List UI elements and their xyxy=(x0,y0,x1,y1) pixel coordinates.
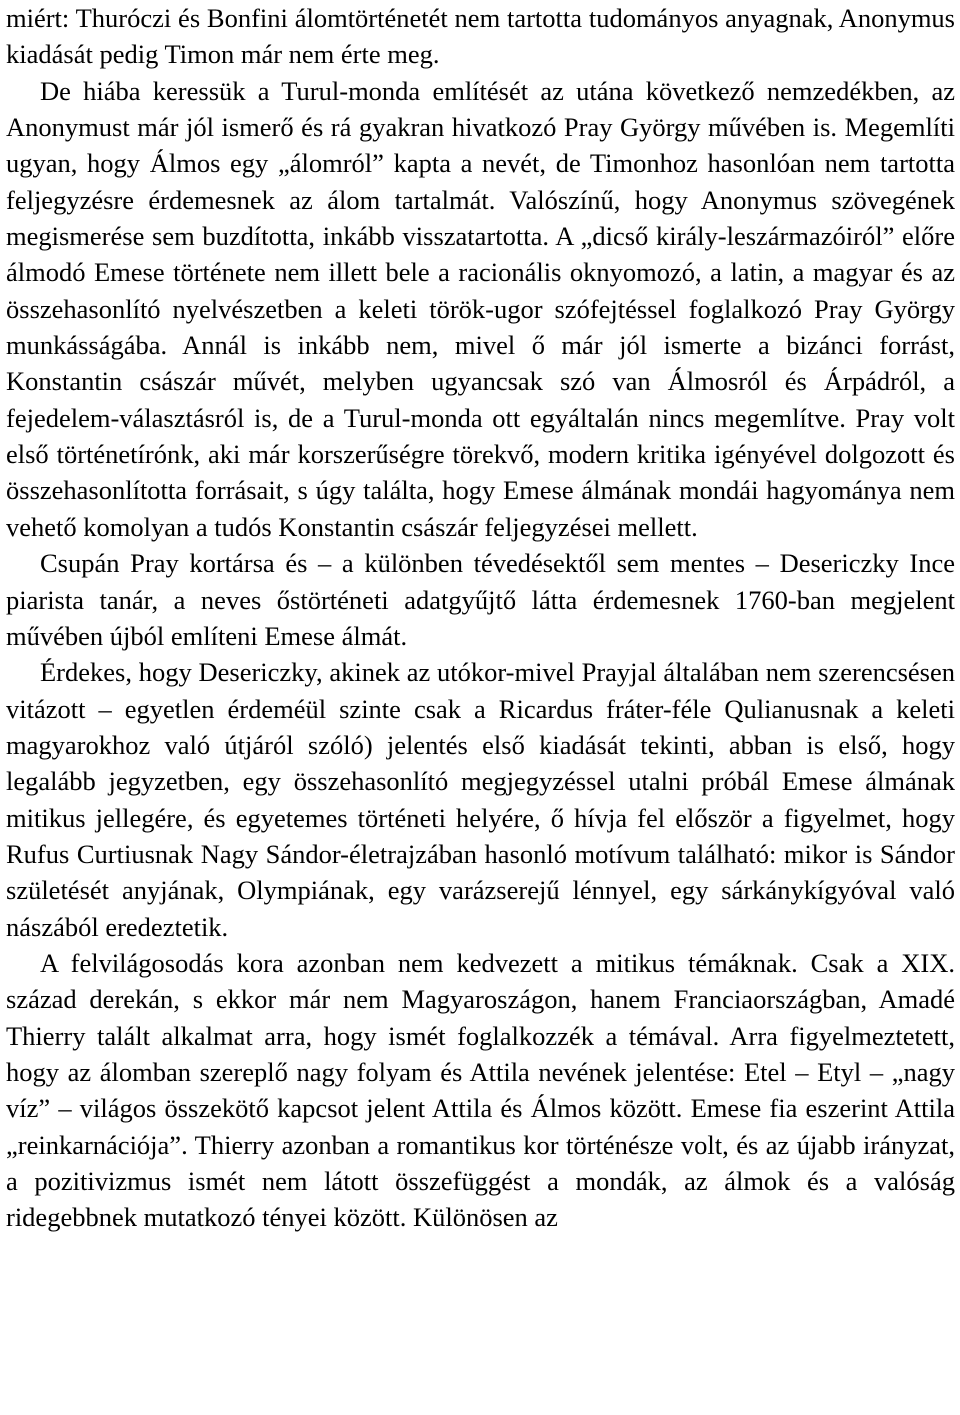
paragraph-4: Érdekes, hogy Desericzky, akinek az utókor-mivel Prayjal általában nem szerencsésen vitázott – egyetlen érdeméül szinte csak a Ricardus fráter-féle Qulianusnak a keleti magyarokhoz való útjáról szóló) jelentés első kiadását tekinti, abban is első, hogy legalább jegyzetben, egy összehasonlító megjegyzéssel utalni próbál Emese álmának mitikus jellegére, és egyetemes történeti helyére, ő hívja fel először a figyelmet, hogy Rufus Curtiusnak Nagy Sándor-életrajzában hasonló motívum található: mikor is Sándor születését anyjának, Olympiának, egy varázserejű lénnyel, egy sárkánykígyóval való nászából eredeztetik. xyxy=(6,657,955,942)
paragraph-1: miért: Thuróczi és Bonfini álomtörténetét nem tartotta tudományos anyagnak, Anonymus kiadását pedig Timon már nem érte meg. xyxy=(6,3,955,70)
paragraph-5: A felvilágosodás kora azonban nem kedvezett a mitikus témáknak. Csak a XIX. század derekán, s ekkor már nem Magyaroszágon, hanem Franciaországban, Amadé Thierry talált alkalmat arra, hogy ismét foglalkozzék a témával. Arra figyelmeztetett, hogy az álomban szereplő nagy folyam és Attila nevének jelentése: Etel – Etyl – „nagy víz” – világos összekötő kapcsot jelent Attila és Álmos között. Emese fia eszerint Attila „reinkarnációja”. Thierry azonban a romantikus kor történésze volt, és az újabb irányzat, a pozitivizmus ismét nem látott összefüggést a mondák, az álmok és a valóság ridegebbnek mutatkozó tényei között. Különösen az xyxy=(6,947,955,1233)
paragraph-2: De hiába keressük a Turul-monda említését az utána következő nemzedékben, az Anonymust már jól ismerő és rá gyakran hivatkozó Pray György művében is. Megemlíti ugyan, hogy Álmos egy „álomról” kapta a nevét, de Timonhoz hasonlóan nem tartotta feljegyzésre érdemesnek az álom tartalmát. Valószínű, hogy Anonymus szövegének megismerése sem buzdította, inkább visszatartotta. A „dicső király-leszármazóiról” előre álmodó Emese története nem illett bele a racionális oknyomozó, a latin, a magyar és az összehasonlító nyelvészetben a keleti török-ugor szófejtéssel foglalkozó Pray György munkásságába. Annál is inkább nem, mivel ő már jól ismerte a bizánci forrást, Konstantin császár művét, melyben ugyancsak szó van Álmosról és Árpádról, a fejedelem-választásról is, de a Turul-monda ott egyáltalán nincs megemlítve. Pray volt első történetírónk, aki már korszerűségre törekvő, modern kritika igényével dolgozott és összehasonlította forrásait, s úgy találta, hogy Emese álmának mondái hagyománya nem vehető komolyan a tudós Konstantin császár feljegyzései mellett. xyxy=(6,75,955,542)
paragraph-3: Csupán Pray kortársa és – a különben tévedésektől sem mentes – Desericzky Ince piarista tanár, a neves őstörténeti adatgyűjtő látta érdemesnek 1760-ban megjelent művében újból említeni Emese álmát. xyxy=(6,548,955,651)
